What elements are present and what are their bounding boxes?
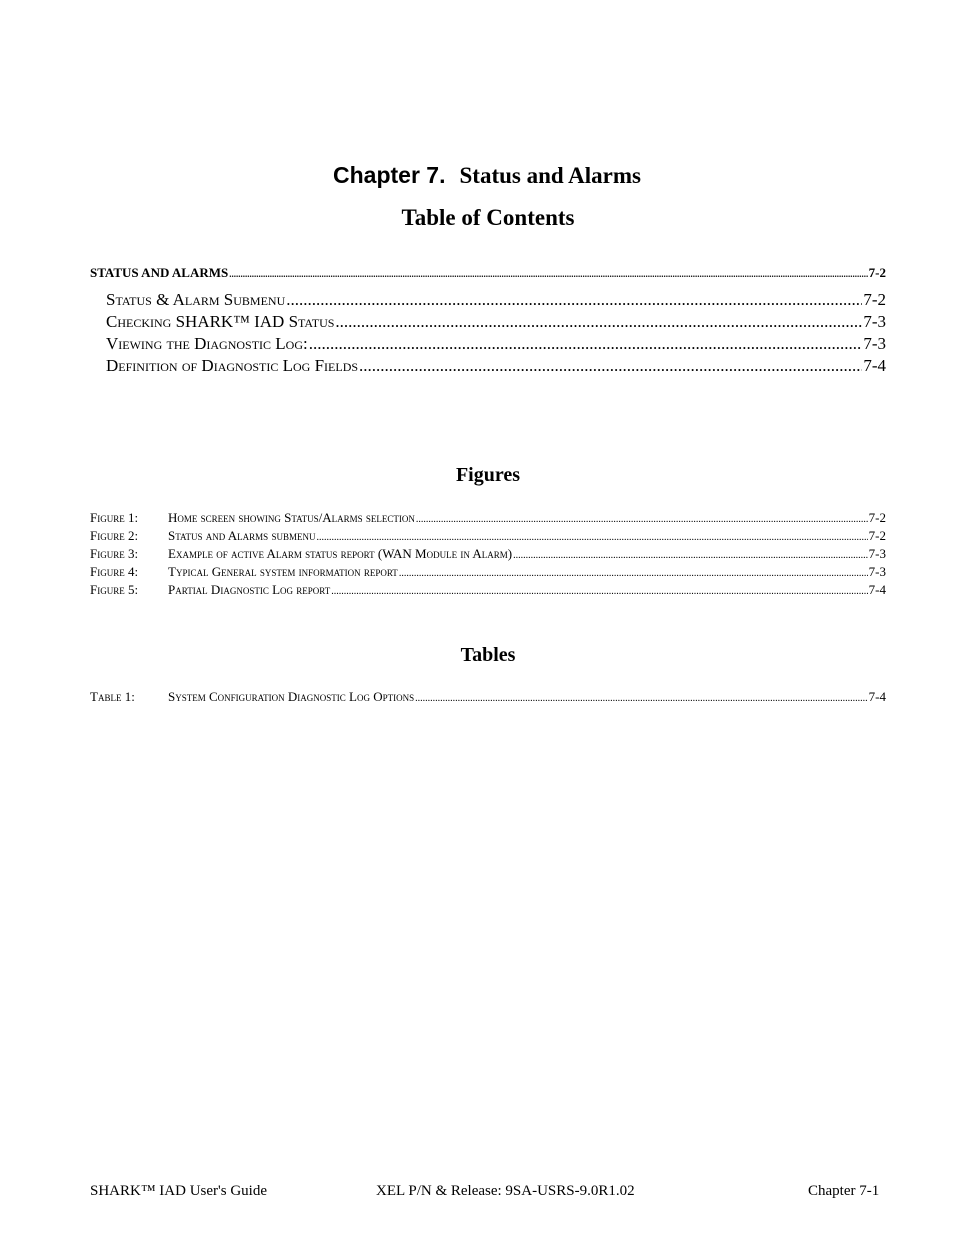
dot-leader: [335, 312, 862, 332]
dot-leader: [316, 532, 867, 543]
footer-guide-title: SHARK™ IAD User's Guide: [90, 1183, 267, 1199]
figure-page: 7-4: [868, 582, 886, 597]
dot-leader: [359, 356, 862, 376]
table-number: Table 1:: [90, 689, 135, 704]
dot-leader: [331, 586, 867, 597]
figure-page: 7-3: [868, 564, 886, 579]
figure-entry-2[interactable]: [90, 528, 886, 546]
toc-entry-text: Viewing the Diagnostic Log:: [106, 334, 308, 353]
dot-leader: [415, 693, 868, 704]
figure-number: Figure 5:: [90, 582, 139, 597]
toc-entry-status-alarm-submenu[interactable]: [106, 290, 886, 312]
figure-entry-1[interactable]: [90, 510, 886, 528]
figure-caption: Example of active Alarm status report (WAN Module in Alarm): [168, 546, 513, 561]
dot-leader: [229, 269, 867, 279]
toc-entry-page: 7-3: [863, 312, 886, 331]
toc-entry-text: Status & Alarm Submenu: [106, 290, 286, 309]
chapter-label: Chapter 7.: [333, 162, 446, 188]
figure-page: 7-2: [868, 510, 886, 525]
toc-entry-page: 7-2: [863, 290, 886, 309]
figure-number: Figure 1:: [90, 510, 139, 525]
figure-page: 7-3: [868, 546, 886, 561]
footer-page-number: Chapter 7-1: [808, 1183, 880, 1199]
toc-entry-page: 7-2: [868, 265, 886, 280]
tables-heading: Tables: [460, 644, 516, 666]
toc-entry-page: 7-3: [863, 334, 886, 353]
figures-heading: Figures: [455, 464, 521, 486]
table-entry-1[interactable]: [90, 689, 886, 707]
dot-leader: [286, 290, 862, 310]
dot-leader: [513, 550, 868, 561]
chapter-title: [0, 162, 954, 189]
figure-number: Figure 3:: [90, 546, 139, 561]
dot-leader: [416, 514, 868, 525]
figure-caption: Partial Diagnostic Log report: [168, 582, 331, 597]
table-page: 7-4: [868, 689, 886, 704]
chapter-name: Status and Alarms: [459, 163, 641, 188]
figure-number: Figure 4:: [90, 564, 139, 579]
footer-release: XEL P/N & Release: 9SA-USRS-9.0R1.02: [376, 1183, 635, 1199]
figure-entry-5[interactable]: [90, 582, 886, 600]
figure-caption: Typical General system information report: [168, 564, 398, 579]
figure-caption: Home screen showing Status/Alarms selection: [168, 510, 415, 525]
toc-entry-checking-status[interactable]: [106, 312, 886, 334]
figure-caption: Status and Alarms submenu: [168, 528, 316, 543]
toc-heading: Table of Contents: [401, 205, 575, 230]
figure-entry-4[interactable]: [90, 564, 886, 582]
toc-entry-text: Definition of Diagnostic Log Fields: [106, 356, 359, 375]
figure-number: Figure 2:: [90, 528, 139, 543]
figure-entry-3[interactable]: [90, 546, 886, 564]
toc-entry-viewing-diagnostic-log[interactable]: [106, 334, 886, 356]
dot-leader: [309, 334, 863, 354]
toc-entry-page: 7-4: [863, 356, 886, 375]
figure-page: 7-2: [868, 528, 886, 543]
dot-leader: [399, 568, 868, 579]
table-caption: System Configuration Diagnostic Log Options: [168, 689, 415, 704]
toc-entry-text: Checking SHARK™ IAD Status: [106, 312, 335, 331]
toc-entry-status-and-alarms[interactable]: [90, 265, 886, 281]
toc-entry-definition-log-fields[interactable]: [106, 356, 886, 378]
toc-entry-text: STATUS AND ALARMS: [90, 265, 229, 280]
